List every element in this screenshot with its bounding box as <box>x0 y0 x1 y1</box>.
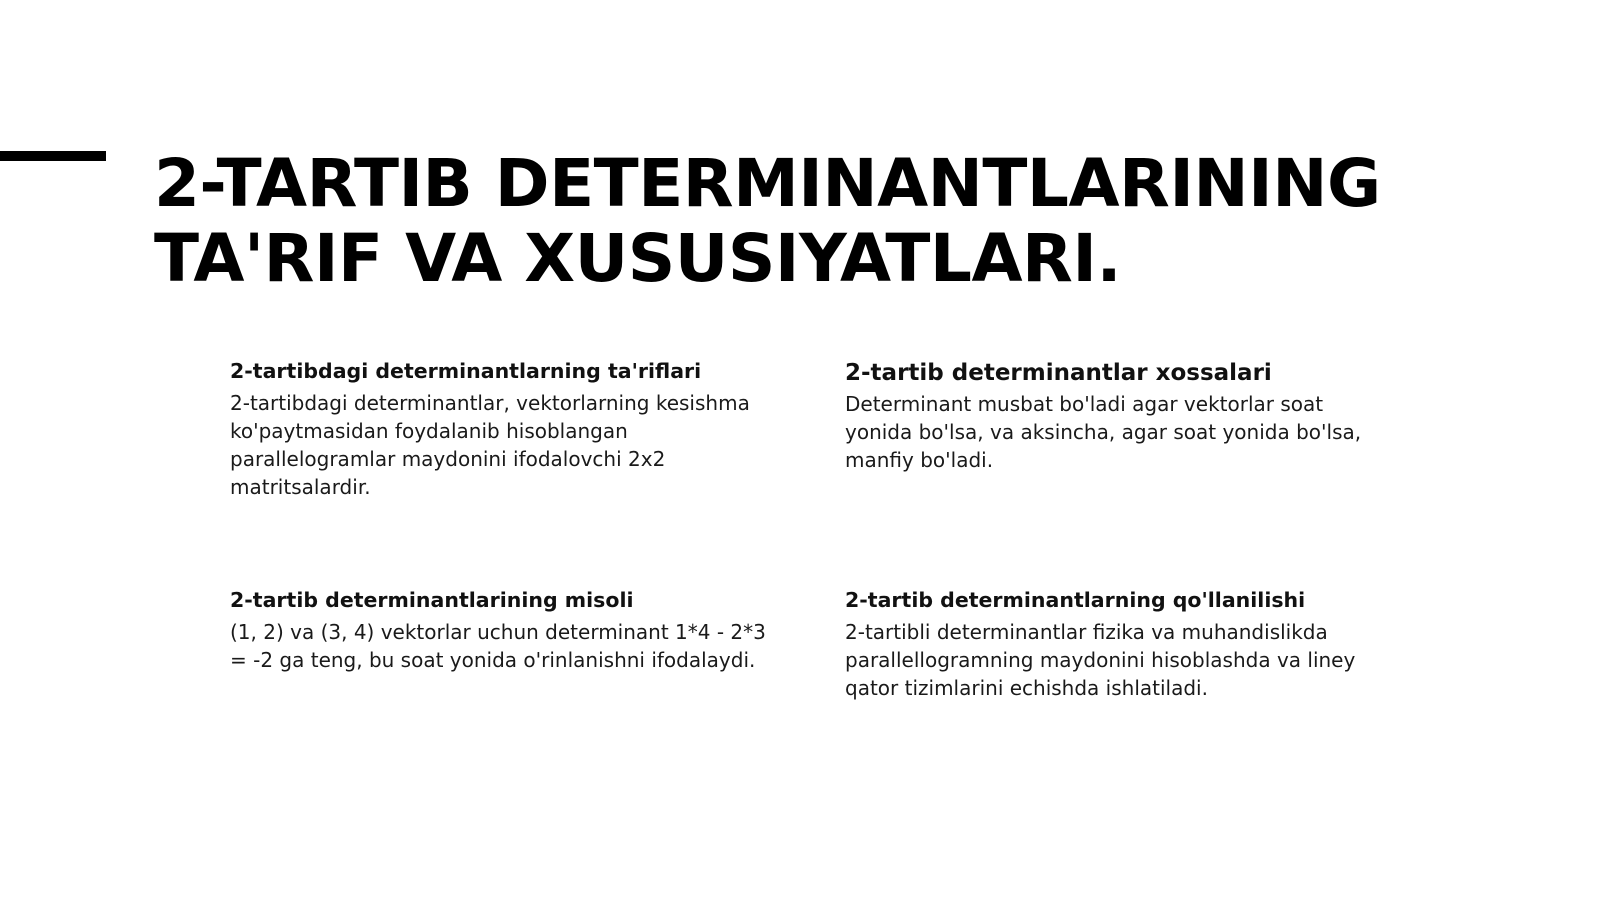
applications-heading: 2-tartib determinantlarning qo'llanilishi <box>845 588 1306 612</box>
applications-text: 2-tartibli determinantlar fizika va muhandislikda parallellogramning maydonini hisoblashda va liney qator tizimlarini echishda ishlatiladi. <box>845 620 1356 700</box>
example-heading: 2-tartib determinantlarining misoli <box>230 588 634 612</box>
definition-heading: 2-tartibdagi determinantlarning ta'riflari <box>230 359 702 383</box>
title-accent-bar <box>0 151 106 161</box>
properties-text: Determinant musbat bo'ladi agar vektorlar soat yonida bo'lsa, va aksincha, agar soat yonida bo'lsa, manfiy bo'ladi. <box>845 392 1362 472</box>
slide-title-line-2: TA'RIF VA XUSUSIYATLARI. <box>154 220 1122 297</box>
properties-heading: 2-tartib determinantlar xossalari <box>845 360 1272 386</box>
applications-card <box>845 586 1390 702</box>
example-card <box>230 586 775 674</box>
example-text: (1, 2) va (3, 4) vektorlar uchun determinant 1*4 - 2*3 = -2 ga teng, bu soat yonida o'rinlanishni ifodalaydi. <box>230 620 766 672</box>
properties-card <box>845 357 1390 474</box>
slide-title <box>154 146 1554 296</box>
definition-text: 2-tartibdagi determinantlar, vektorlarning kesishma ko'paytmasidan foydalanib hisoblangan parallelogramlar maydonini ifodalovchi 2x2 matritsalardir. <box>230 391 750 499</box>
definition-card <box>230 357 775 501</box>
slide-title-line-1: 2-TARTIB DETERMINANTLARINING <box>154 145 1381 222</box>
